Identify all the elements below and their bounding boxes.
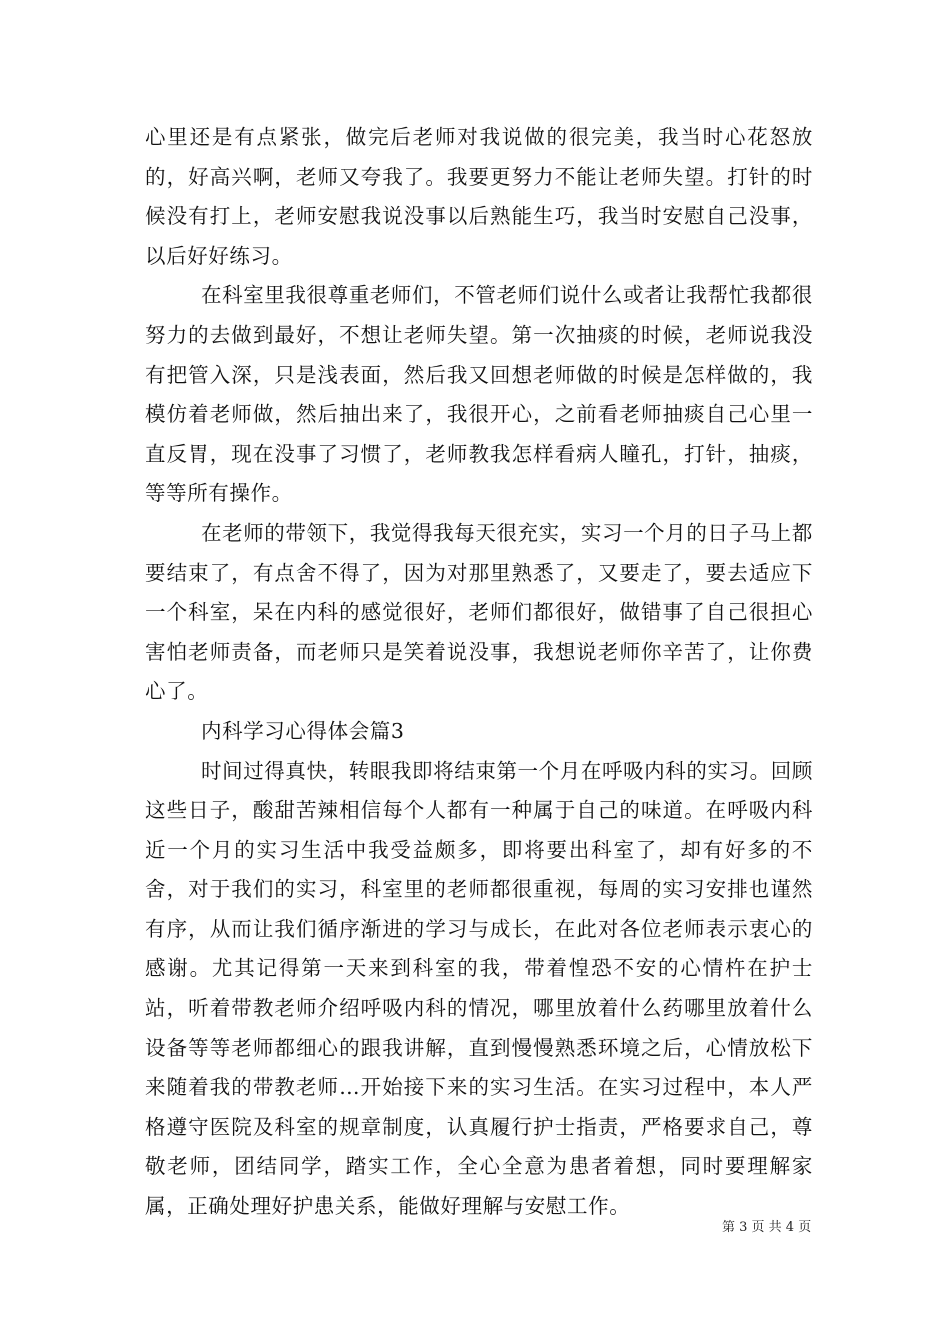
section-heading: 内科学习心得体会篇3 [201, 718, 405, 743]
paragraph-4: 时间过得真快，转眼我即将结束第一个月在呼吸内科的实习。回顾这些日子，酸甜苦辣相信每个人都有一种属于自己的味道。在呼吸内科近一个月的实习生活中我受益颇多，即将要出科室了，却有好多的不舍，对于我们的实习，科室里的老师都很重视，每周的实习安排也谨然有序，从而让我们循序渐进的学习与成长，在此对各位老师表示衷心的感谢。尤其记得第一天来到科室的我，带着惶恐不安的心情杵在护士站，听着带教老师介绍呼吸内科的情况，哪里放着什么药哪里放着什么设备等等老师都细心的跟我讲解，直到慢慢熟悉环境之后，心情放松下来随着我的带教老师…开始接下来的实习生活。在实习过程中，本人严格遵守医院及科室的规章制度，认真履行护士指责，严格要求自己，尊敬老师，团结同学，踏实工作，全心全意为患者着想，同时要理解家属，正确处理好护患关系，能做好理解与安慰工作。 [145, 758, 813, 1219]
page-number-footer: 第 3 页 共 4 页 [722, 1220, 812, 1235]
paragraph-1: 心里还是有点紧张，做完后老师对我说做的很完美，我当时心花怒放的，好高兴啊，老师又夸我了。我要更努力不能让老师失望。打针的时候没有打上，老师安慰我说没事以后熟能生巧，我当时安慰自己没事，以后好好练习。 [145, 125, 813, 268]
paragraph-2: 在科室里我很尊重老师们，不管老师们说什么或者让我帮忙我都很努力的去做到最好，不想让老师失望。第一次抽痰的时候，老师说我没有把管入深，只是浅表面，然后我又回想老师做的时候是怎样做的，我模仿着老师做，然后抽出来了，我很开心，之前看老师抽痰自己心里一直反胃，现在没事了习惯了，老师教我怎样看病人瞳孔，打针，抽痰，等等所有操作。 [145, 283, 813, 506]
document-body [145, 118, 813, 1227]
paragraph-3: 在老师的带领下，我觉得我每天很充实，实习一个月的日子马上都要结束了，有点舍不得了，因为对那里熟悉了，又要走了，要去适应下一个科室，呆在内科的感觉很好，老师们都很好，做错事了自己很担心害怕老师责备，而老师只是笑着说没事，我想说老师你辛苦了，让你费心了。 [145, 520, 813, 704]
